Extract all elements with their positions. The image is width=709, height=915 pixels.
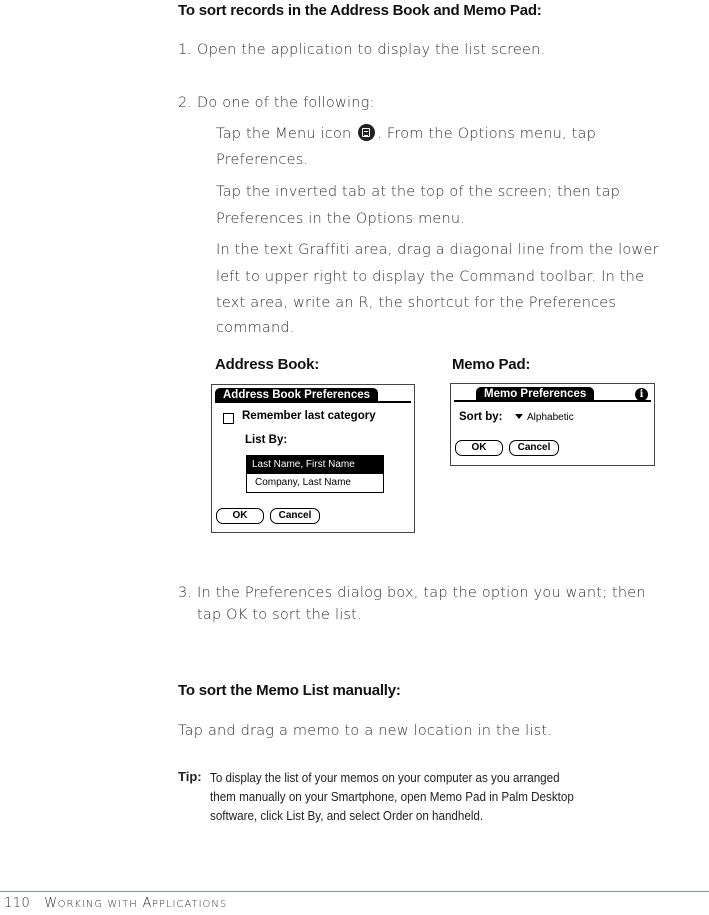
list-by-label: List By:	[245, 434, 288, 446]
list-by-options	[246, 455, 384, 493]
manual-sort-body: Tap and drag a memo to a new location in the list.	[178, 723, 553, 739]
sort-by-select[interactable]	[515, 412, 574, 423]
ok-button[interactable]: OK	[455, 440, 503, 456]
section-heading-sort-records: To sort records in the Address Book and Memo Pad:	[178, 2, 542, 19]
cancel-button[interactable]: Cancel	[270, 508, 320, 524]
tip-line-2: them manually on your Smartphone, open Memo Pad in Palm Desktop	[210, 790, 574, 804]
dialog-title: Memo Preferences	[476, 387, 594, 401]
step-3-line-1: 3. In the Preferences dialog box, tap the option you want; then	[178, 585, 646, 601]
option-1-line-2: Preferences.	[216, 152, 309, 168]
option-1	[216, 124, 596, 144]
tip-line-1: To display the list of your memos on your computer as you arranged	[210, 771, 560, 785]
list-by-option-last-first[interactable]: Last Name, First Name	[247, 456, 383, 474]
footer-pplications: PPLICATIONS	[151, 899, 228, 910]
address-book-preferences-dialog	[211, 384, 415, 533]
option-1-text-a: Tap the Menu icon	[216, 126, 352, 142]
option-3-line-1: In the text Graffiti area, drag a diagonal line from the lower	[216, 242, 659, 258]
section-heading-manual-sort: To sort the Memo List manually:	[178, 682, 401, 699]
ok-button[interactable]: OK	[216, 508, 264, 524]
option-2-line-1: Tap the inverted tab at the top of the screen; then tap	[216, 184, 621, 200]
tip-text	[210, 769, 574, 826]
step-1: 1. Open the application to display the list screen.	[178, 42, 546, 58]
step-3-line-2: tap OK to sort the list.	[197, 607, 362, 623]
dialog-title-rule	[215, 401, 411, 403]
address-book-label: Address Book:	[215, 356, 320, 373]
footer-rule	[0, 891, 709, 892]
list-by-option-company-last[interactable]: Company, Last Name	[255, 477, 351, 488]
page-number: 110	[4, 896, 31, 911]
dropdown-arrow-icon	[515, 414, 523, 419]
memo-pad-label: Memo Pad:	[452, 356, 531, 373]
remember-category-checkbox[interactable]	[223, 413, 234, 424]
option-1-text-b: . From the Options menu, tap	[377, 126, 596, 142]
footer-w: W	[44, 896, 58, 911]
info-icon[interactable]: i	[635, 388, 648, 401]
remember-category-label: Remember last category	[242, 410, 376, 422]
sort-by-value: Alphabetic	[527, 412, 574, 423]
page-footer	[4, 896, 227, 911]
dialog-title-rule	[454, 400, 651, 402]
sort-by-label: Sort by:	[459, 411, 503, 423]
cancel-button[interactable]: Cancel	[509, 440, 559, 456]
dialog-title: Address Book Preferences	[215, 388, 378, 402]
option-3-line-4: command.	[216, 320, 295, 336]
tip-label: Tip:	[178, 769, 202, 784]
footer-a: A	[142, 896, 152, 911]
footer-orking-with: ORKING WITH	[57, 899, 138, 910]
option-3-line-3: text area, write an R, the shortcut for the Preferences	[216, 295, 617, 311]
option-3-line-2: left to upper right to display the Command toolbar. In the	[216, 269, 645, 285]
tip-line-3: software, click List By, and select Order on handheld.	[210, 809, 484, 823]
step-2: 2. Do one of the following:	[178, 95, 375, 111]
menu-icon	[358, 124, 375, 141]
option-2-line-2: Preferences in the Options menu.	[216, 211, 466, 227]
memo-preferences-dialog	[450, 383, 655, 466]
